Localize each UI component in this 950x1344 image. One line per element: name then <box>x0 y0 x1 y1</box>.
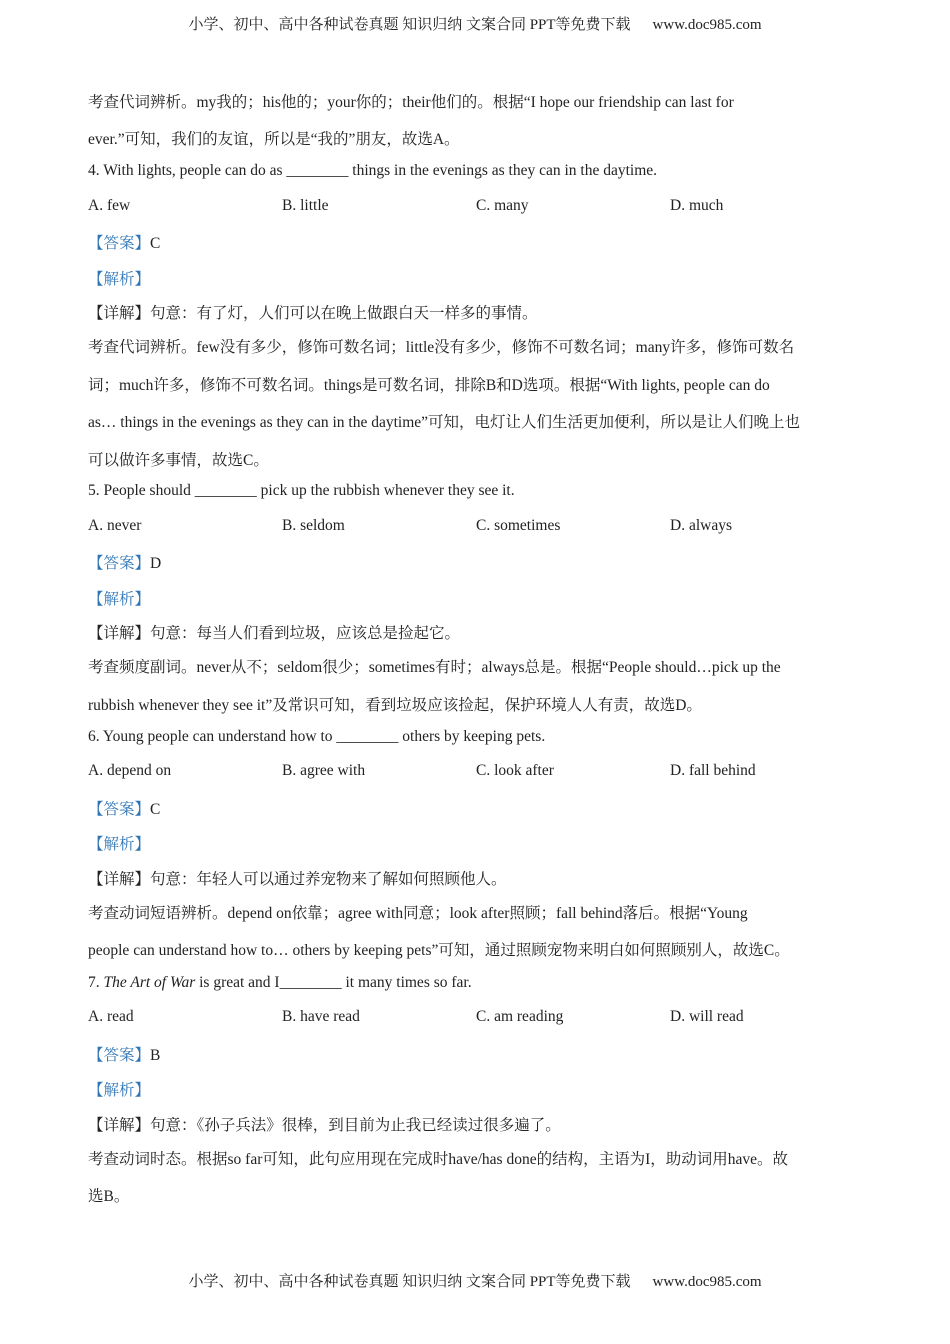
q6-explain-2: people can understand how to… others by keeping pets”可知，通过照顾宠物来明白如何照顾别人，故选C。 <box>88 942 790 959</box>
q7-option-b: B. have read <box>282 1008 360 1025</box>
q6-analysis-label: 【解析】 <box>88 836 151 853</box>
q7-detail-text: 句意：《孙子兵法》很棒，到目前为止我已经读过很多遍了。 <box>150 1117 561 1134</box>
q6-option-d: D. fall behind <box>670 762 756 779</box>
answer-label: 【答案】 <box>88 235 151 252</box>
q4-explain-3: as… things in the evenings as they can in the daytime”可知，电灯让人们生活更加便利，所以是让人们晚上也 <box>88 414 801 431</box>
footer-url[interactable]: www.doc985.com <box>652 1274 762 1290</box>
detail-label: 【详解】 <box>88 305 151 322</box>
answer-label: 【答案】 <box>88 801 151 818</box>
q6-option-b: B. agree with <box>282 762 366 779</box>
q6-detail <box>88 867 507 889</box>
page-header <box>0 13 950 34</box>
q7-explain-2: 选B。 <box>88 1188 130 1205</box>
q7-answer <box>88 1043 160 1065</box>
q4-explain-4: 可以做许多事情，故选C。 <box>88 452 269 469</box>
q5-detail <box>88 621 460 643</box>
detail-label: 【详解】 <box>88 625 151 642</box>
q6-option-a: A. depend on <box>88 762 172 779</box>
q5-option-c: C. sometimes <box>476 517 561 534</box>
q4-option-a: A. few <box>88 197 131 214</box>
detail-label: 【详解】 <box>88 871 151 888</box>
q4-detail-text: 句意：有了灯，人们可以在晚上做跟白天一样多的事情。 <box>150 305 538 322</box>
q5-option-b: B. seldom <box>282 517 345 534</box>
q5-explain-1: 考查频度副词。never从不；seldom很少；sometimes有时；always总是。根据“People should…pick up the <box>88 659 781 676</box>
q6-stem: 6. Young people can understand how to ________ others by keeping pets. <box>88 728 546 745</box>
answer-label: 【答案】 <box>88 555 151 572</box>
q7-answer-value: B <box>150 1047 161 1064</box>
q4-analysis-label: 【解析】 <box>88 271 151 288</box>
q6-option-c: C. look after <box>476 762 554 779</box>
q4-option-d: D. much <box>670 197 724 214</box>
q4-stem: 4. With lights, people can do as ________ things in the evenings as they can in the daytime. <box>88 162 658 179</box>
q5-answer <box>88 551 161 573</box>
q5-answer-value: D <box>150 555 162 572</box>
q4-detail <box>88 301 538 323</box>
q6-detail-text: 句意：年轻人可以通过养宠物来了解如何照顾他人。 <box>150 871 507 888</box>
q5-option-a: A. never <box>88 517 142 534</box>
q6-explain-1: 考查动词短语辨析。depend on依靠；agree with同意；look after照顾；fall behind落后。根据“Young <box>88 905 748 922</box>
intro-line-2: ever.”可知，我们的友谊，所以是“我的”朋友，故选A。 <box>88 131 460 148</box>
page-footer <box>0 1270 950 1291</box>
q7-explain-1: 考查动词时态。根据so far可知，此句应用现在完成时have/has done的结构，主语为I，助动词用have。故 <box>88 1151 789 1168</box>
q4-option-c: C. many <box>476 197 529 214</box>
header-url[interactable]: www.doc985.com <box>652 17 762 33</box>
q5-detail-text: 句意：每当人们看到垃圾，应该总是捡起它。 <box>150 625 461 642</box>
q7-stem <box>88 974 472 992</box>
q5-option-d: D. always <box>670 517 732 534</box>
answer-label: 【答案】 <box>88 1047 151 1064</box>
q5-stem: 5. People should ________ pick up the rubbish whenever they see it. <box>88 482 515 499</box>
q6-answer <box>88 797 160 819</box>
q7-option-a: A. read <box>88 1008 134 1025</box>
q4-explain-2: 词；much许多，修饰不可数名词。things是可数名词，排除B和D选项。根据“With lights, people can do <box>88 377 770 394</box>
q4-option-b: B. little <box>282 197 329 214</box>
q4-answer-value: C <box>150 235 161 252</box>
q7-stem-rest: is great and I________ it many times so far. <box>195 974 472 991</box>
q7-detail <box>88 1113 561 1135</box>
q7-book-title: The Art of War <box>103 974 196 991</box>
q5-analysis-label: 【解析】 <box>88 591 151 608</box>
q7-analysis-label: 【解析】 <box>88 1082 151 1099</box>
q4-explain-1: 考查代词辨析。few没有多少，修饰可数名词；little没有多少，修饰不可数名词；many许多，修饰可数名 <box>88 339 795 356</box>
q7-number: 7. <box>88 974 104 991</box>
q7-option-d: D. will read <box>670 1008 744 1025</box>
q6-answer-value: C <box>150 801 161 818</box>
q7-option-c: C. am reading <box>476 1008 564 1025</box>
footer-text: 小学、初中、高中各种试卷真题 知识归纳 文案合同 PPT等免费下载 <box>188 1274 631 1290</box>
intro-line-1: 考查代词辨析。my我的；his他的；your你的；their他们的。根据“I hope our friendship can last for <box>88 94 734 111</box>
header-text: 小学、初中、高中各种试卷真题 知识归纳 文案合同 PPT等免费下载 <box>188 17 631 33</box>
q4-answer <box>88 231 160 253</box>
detail-label: 【详解】 <box>88 1117 151 1134</box>
q5-explain-2: rubbish whenever they see it”及常识可知，看到垃圾应该捡起，保护环境人人有责，故选D。 <box>88 697 702 714</box>
